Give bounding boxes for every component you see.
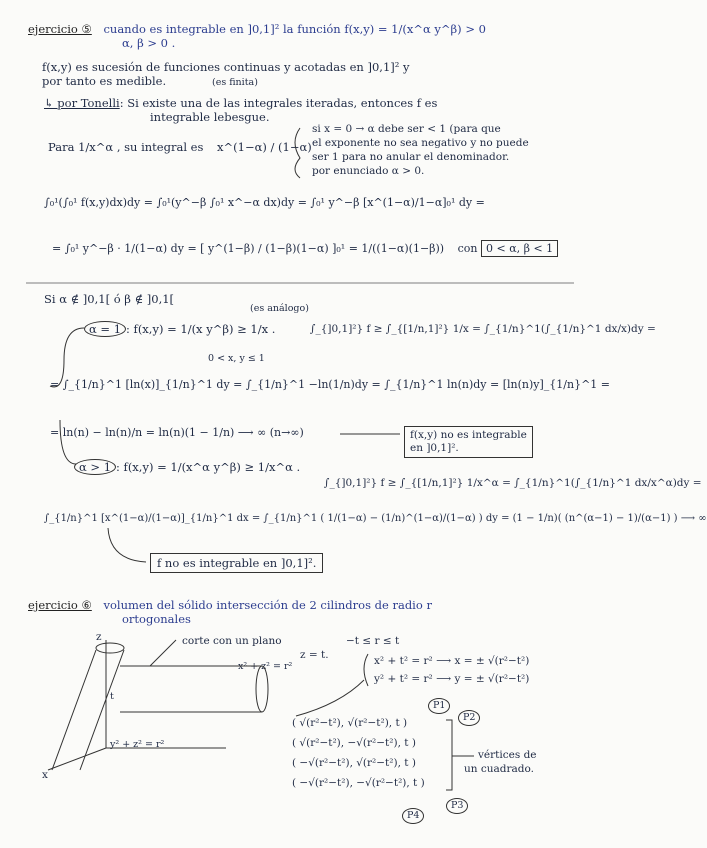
case2-bracket	[60, 420, 76, 464]
ex5-cond3: ser 1 para no anular el denominador.	[312, 151, 510, 163]
ex6-label-p1: P1	[428, 698, 450, 714]
ex5-line1: f(x,y) es sucesión de funciones continuas y acotadas en ]0,1]² y	[42, 60, 410, 74]
ex6-label-p2: P2	[458, 710, 480, 726]
ex6-point3: ( −√(r²−t²), √(r²−t²), t )	[292, 757, 416, 769]
ex6-vertices2: un cuadrado.	[464, 763, 534, 775]
system-to-points-arrow	[296, 680, 364, 716]
ex5-box-line1: f(x,y) no es integrable	[410, 429, 527, 441]
ex5-case1-l3: = ln(n) − ln(n)/n = ln(n)(1 − 1/n) ⟶ ∞ (n→∞)	[50, 426, 304, 439]
ex6-title2: ortogonales	[122, 612, 191, 626]
case1-bracket	[50, 328, 84, 387]
ex5-eq2-con: con	[457, 242, 478, 255]
ex5-box-line2: en ]0,1]².	[410, 442, 459, 454]
ex5-cond1: si x = 0 → α debe ser < 1 (para que	[312, 123, 501, 135]
ex6-zt: z = t.	[300, 649, 329, 661]
ex6-cyl1: x² + z² = r²	[238, 661, 293, 672]
ex5-case1-l2: = ∫_{1/n}^1 [ln(x)]_{1/n}^1 dy = ∫_{1/n}^1 −ln(1/n)dy = ∫_{1/n}^1 ln(n)dy = [ln(n)y]_{1/n}^1 =	[50, 378, 611, 391]
plane-arrow	[150, 640, 176, 666]
ex5-title2: α, β > 0 .	[122, 36, 176, 50]
ex6-point1: ( √(r²−t²), √(r²−t²), t )	[292, 717, 408, 729]
cylinder-horizontal	[120, 666, 262, 712]
ex5-tonelli-text: : Si existe una de las integrales iteradas, entonces f es	[119, 96, 438, 110]
ex5-primitive: x^(1−α) / (1−α)	[217, 140, 312, 154]
ex5-case1-dom: 0 < x, y ≤ 1	[208, 353, 265, 364]
ex6-range: −t ≤ r ≤ t	[346, 635, 400, 647]
ex5-case2: α > 1	[74, 459, 116, 475]
cylinder-end-cap	[256, 666, 268, 712]
cylinder-oblique	[52, 650, 124, 770]
ex6-corte: corte con un plano	[182, 635, 282, 647]
ex6-vertices1: vértices de	[478, 749, 537, 761]
ex5-case2-eq: : f(x,y) = 1/(x^α y^β) ≥ 1/x^α .	[116, 460, 301, 474]
ex6-axis-x: x	[42, 769, 48, 781]
ex5-para: Para 1/x^α , su integral es	[48, 140, 204, 154]
cylinder-top-cap	[96, 643, 124, 653]
ex5-case2-int: ∫_{]0,1]²} f ≥ ∫_{[1/n,1]²} 1/x^α = ∫_{1/n}^1(∫_{1/n}^1 dx/x^α)dy =	[324, 477, 702, 489]
ex6-sys1: x² + t² = r² ⟶ x = ± √(r²−t²)	[374, 655, 530, 667]
ex6-label-p3: P3	[446, 798, 468, 814]
ex5-tonelli: ↳ por Tonelli	[44, 96, 120, 110]
ex5-line4: integrable lebesgue.	[150, 110, 270, 124]
ex5-conclusion: f no es integrable en ]0,1]².	[150, 553, 323, 573]
ex6-point2: ( √(r²−t²), −√(r²−t²), t )	[292, 737, 416, 749]
x-axis-line	[48, 748, 106, 770]
ex6-title: volumen del sólido intersección de 2 cilindros de radio r	[103, 598, 432, 612]
ex5-case1-int: ∫_{]0,1]²} f ≥ ∫_{[1/n,1]²} 1/x = ∫_{1/n}^1(∫_{1/n}^1 dx/x)dy =	[310, 323, 656, 335]
ex5-note-finita: (es finita)	[212, 77, 258, 88]
ex5-case1: α = 1	[84, 321, 126, 337]
ex6-axis-t: t	[110, 691, 114, 702]
ex5-cond2: el exponente no sea negativo y no puede	[312, 137, 529, 149]
ex5-case1-eq: : f(x,y) = 1/(x y^β) ≥ 1/x .	[126, 322, 276, 336]
ex5-eq2: = ∫₀¹ y^−β · 1/(1−α) dy = [ y^(1−β) / (1−β)(1−α) ]₀¹ = 1/((1−α)(1−β))	[52, 242, 445, 255]
ex5-eq1: ∫₀¹(∫₀¹ f(x,y)dx)dy = ∫₀¹(y^−β ∫₀¹ x^−α dx)dy = ∫₀¹ y^−β [x^(1−α)/1−α]₀¹ dy =	[44, 196, 485, 209]
ex6-point4: ( −√(r²−t²), −√(r²−t²), t )	[292, 777, 425, 789]
ex6-sys2: y² + t² = r² ⟶ y = ± √(r²−t²)	[374, 673, 530, 685]
ex6-cyl2: y² + z² = r²	[110, 739, 165, 750]
ex5-si: Si α ∉ ]0,1[ ó β ∉ ]0,1[	[44, 292, 175, 306]
ex6-heading: ejercicio ⑥	[28, 598, 92, 612]
ex5-eq2-box: 0 < α, β < 1	[481, 240, 558, 257]
condition-brace	[295, 128, 300, 178]
ex5-cond4: por enunciado α > 0.	[312, 165, 425, 177]
points-bracket	[446, 720, 452, 790]
ex5-line2: por tanto es medible.	[42, 74, 167, 88]
ex5-title: cuando es integrable en ]0,1]² la función f(x,y) = 1/(x^α y^β) > 0	[103, 22, 486, 36]
ex6-axis-z: z	[96, 631, 102, 643]
system-brace	[364, 654, 368, 686]
ex6-label-p4: P4	[402, 808, 424, 824]
ex5-case2-l2: ∫_{1/n}^1 [x^(1−α)/(1−α)]_{1/n}^1 dx = ∫_{1/n}^1 ( 1/(1−α) − (1/n)^(1−α)/(1−α) ) dy = (1 − 1/n)( (n^(α−1) − 1)/(α−1) ) ⟶ ∞	[44, 513, 707, 524]
conclusion-arrow	[108, 528, 146, 562]
ex5-analogo: (es análogo)	[250, 303, 309, 314]
ex5-heading: ejercicio ⑤	[28, 22, 92, 36]
